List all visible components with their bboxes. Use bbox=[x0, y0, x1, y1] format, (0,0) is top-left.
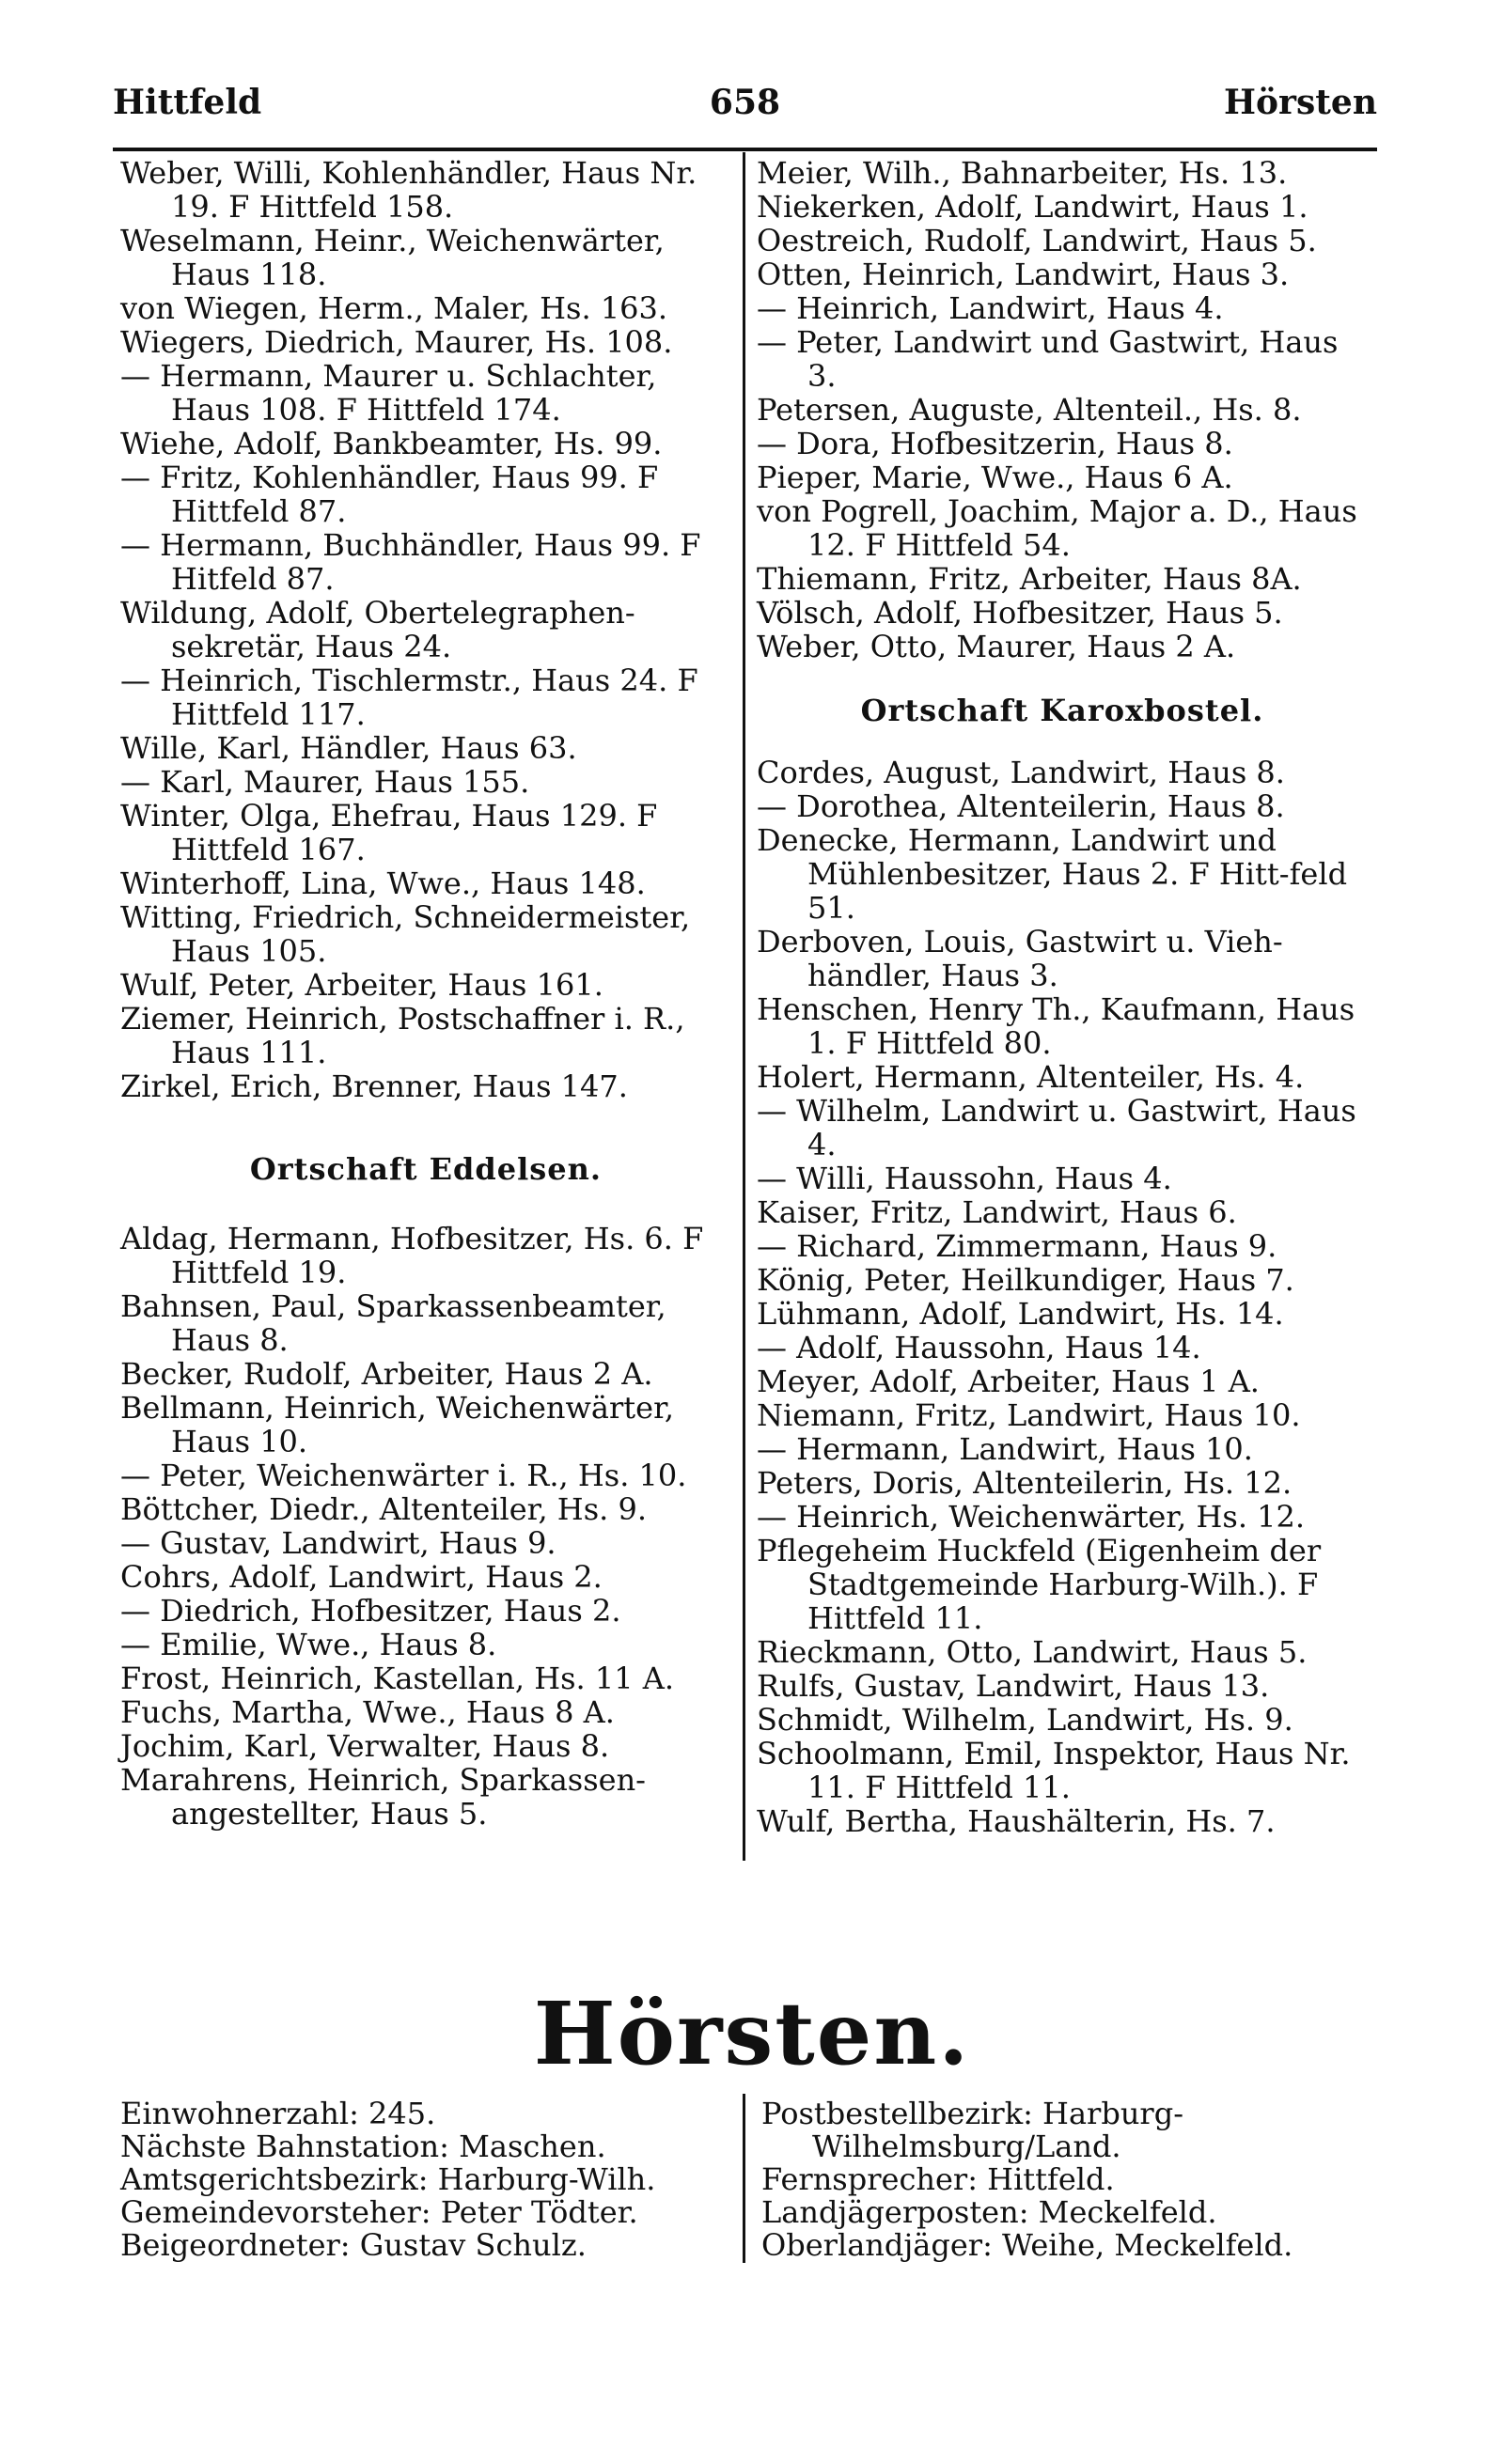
entry-list-karoxbostel bbox=[757, 756, 1368, 1838]
directory-entry: — Heinrich, Landwirt, Haus 4. bbox=[757, 290, 1224, 326]
section-title-eddelsen: Ortschaft Eddelsen. bbox=[249, 1151, 603, 1187]
directory-entry: Meyer, Adolf, Arbeiter, Haus 1 A. bbox=[757, 1364, 1260, 1399]
directory-entry: Niemann, Fritz, Landwirt, Haus 10. bbox=[757, 1397, 1301, 1433]
directory-entry: — Heinrich, Tischlermstr., Haus 24. F Hittfeld 117. bbox=[120, 663, 698, 732]
directory-entry: von Pogrell, Joachim, Major a. D., Haus 12. F Hittfeld 54. bbox=[757, 493, 1357, 563]
info-line: Oberlandjäger: Weihe, Meckelfeld. bbox=[761, 2227, 1293, 2263]
running-head-left: Hittfeld bbox=[113, 83, 262, 122]
directory-entry: Wulf, Peter, Arbeiter, Haus 161. bbox=[120, 967, 603, 1003]
info-list bbox=[761, 2098, 1382, 2262]
directory-entry: Bellmann, Heinrich, Weichenwärter, Haus 10. bbox=[120, 1390, 675, 1459]
directory-entry: Ziemer, Heinrich, Postschaffner i. R., Haus 111. bbox=[120, 1001, 685, 1070]
directory-entry: Wiegers, Diedrich, Maurer, Hs. 108. bbox=[120, 324, 673, 360]
directory-entry: Becker, Rudolf, Arbeiter, Haus 2 A. bbox=[120, 1356, 653, 1392]
right-column bbox=[757, 156, 1368, 1838]
directory-entry: Peters, Doris, Altenteilerin, Hs. 12. bbox=[757, 1465, 1292, 1501]
entry-list bbox=[757, 156, 1368, 663]
directory-entry: Cordes, August, Landwirt, Haus 8. bbox=[757, 755, 1285, 790]
directory-entry: Wulf, Bertha, Haushälterin, Hs. 7. bbox=[757, 1803, 1276, 1839]
directory-entry: Denecke, Hermann, Landwirt und Mühlenbesitzer, Haus 2. F Hitt-feld 51. bbox=[757, 822, 1348, 926]
directory-entry: Bahnsen, Paul, Sparkassenbeamter, Haus 8. bbox=[120, 1288, 666, 1358]
directory-entry: — Willi, Haussohn, Haus 4. bbox=[757, 1161, 1172, 1196]
directory-entry: — Hermann, Buchhändler, Haus 99. F Hitfeld 87. bbox=[120, 527, 701, 597]
directory-entry: Winter, Olga, Ehefrau, Haus 129. F Hittfeld 167. bbox=[120, 798, 658, 867]
directory-entry: Jochim, Karl, Verwalter, Haus 8. bbox=[120, 1728, 610, 1764]
town-info-right bbox=[761, 2098, 1382, 2262]
directory-entry: Zirkel, Erich, Brenner, Haus 147. bbox=[120, 1068, 628, 1104]
column-divider bbox=[743, 152, 745, 1861]
directory-entry: Lühmann, Adolf, Landwirt, Hs. 14. bbox=[757, 1296, 1284, 1332]
directory-entry: Wiehe, Adolf, Bankbeamter, Hs. 99. bbox=[120, 426, 663, 461]
info-line: Nächste Bahnstation: Maschen. bbox=[120, 2129, 606, 2164]
directory-entry: — Heinrich, Weichenwärter, Hs. 12. bbox=[757, 1499, 1306, 1535]
directory-entry: Rieckmann, Otto, Landwirt, Haus 5. bbox=[757, 1634, 1308, 1670]
directory-entry: Thiemann, Fritz, Arbeiter, Haus 8A. bbox=[757, 561, 1302, 597]
directory-entry: Schmidt, Wilhelm, Landwirt, Hs. 9. bbox=[757, 1702, 1293, 1738]
entry-list bbox=[120, 156, 731, 1103]
info-line: Fernsprecher: Hittfeld. bbox=[761, 2161, 1115, 2197]
directory-entry: Winterhoff, Lina, Wwe., Haus 148. bbox=[120, 866, 646, 901]
directory-entry: Derboven, Louis, Gastwirt u. Vieh-händler, Haus 3. bbox=[757, 924, 1283, 993]
directory-entry: Kaiser, Fritz, Landwirt, Haus 6. bbox=[757, 1194, 1237, 1230]
directory-entry: Cohrs, Adolf, Landwirt, Haus 2. bbox=[120, 1559, 603, 1595]
directory-entry: Pieper, Marie, Wwe., Haus 6 A. bbox=[757, 460, 1233, 495]
running-head-right: Hörsten bbox=[1224, 83, 1377, 122]
directory-entry: — Emilie, Wwe., Haus 8. bbox=[120, 1627, 497, 1662]
directory-entry: — Peter, Weichenwärter i. R., Hs. 10. bbox=[120, 1458, 687, 1493]
directory-entry: — Fritz, Kohlenhändler, Haus 99. F Hittfeld 87. bbox=[120, 460, 659, 529]
directory-entry: — Diedrich, Hofbesitzer, Haus 2. bbox=[120, 1593, 621, 1629]
directory-entry: — Adolf, Haussohn, Haus 14. bbox=[757, 1330, 1201, 1365]
directory-entry: Henschen, Henry Th., Kaufmann, Haus 1. F Hittfeld 80. bbox=[757, 991, 1355, 1061]
info-list bbox=[120, 2098, 741, 2262]
directory-entry: — Karl, Maurer, Haus 155. bbox=[120, 764, 530, 800]
town-title: Hörsten. bbox=[533, 1983, 971, 2084]
info-line: Einwohnerzahl: 245. bbox=[120, 2096, 436, 2131]
directory-entry: Wildung, Adolf, Obertelegraphen-sekretär, Haus 24. bbox=[120, 595, 635, 664]
directory-entry: Niekerken, Adolf, Landwirt, Haus 1. bbox=[757, 189, 1308, 225]
directory-entry: Holert, Hermann, Altenteiler, Hs. 4. bbox=[757, 1059, 1305, 1095]
directory-entry: Frost, Heinrich, Kastellan, Hs. 11 A. bbox=[120, 1661, 675, 1696]
directory-entry: — Dora, Hofbesitzerin, Haus 8. bbox=[757, 426, 1233, 461]
directory-entry: — Dorothea, Altenteilerin, Haus 8. bbox=[757, 788, 1285, 824]
directory-entry: Weber, Otto, Maurer, Haus 2 A. bbox=[757, 629, 1236, 664]
directory-entry: — Wilhelm, Landwirt u. Gastwirt, Haus 4. bbox=[757, 1093, 1356, 1162]
directory-entry: Rulfs, Gustav, Landwirt, Haus 13. bbox=[757, 1668, 1270, 1704]
directory-entry: Böttcher, Diedr., Altenteiler, Hs. 9. bbox=[120, 1491, 647, 1527]
directory-entry: Fuchs, Martha, Wwe., Haus 8 A. bbox=[120, 1694, 615, 1730]
directory-entry: König, Peter, Heilkundiger, Haus 7. bbox=[757, 1262, 1294, 1298]
directory-entry: Aldag, Hermann, Hofbesitzer, Hs. 6. F Hittfeld 19. bbox=[120, 1221, 704, 1290]
info-line: Postbestellbezirk: Harburg-Wilhelmsburg/Land. bbox=[761, 2096, 1184, 2164]
directory-entry: Weber, Willi, Kohlenhändler, Haus Nr. 19. F Hittfeld 158. bbox=[120, 155, 697, 225]
header-rule bbox=[113, 148, 1377, 151]
directory-entry: — Hermann, Landwirt, Haus 10. bbox=[757, 1431, 1253, 1467]
directory-entry: Wille, Karl, Händler, Haus 63. bbox=[120, 730, 577, 766]
directory-entry: Witting, Friedrich, Schneidermeister, Haus 105. bbox=[120, 899, 691, 969]
info-line: Landjägerposten: Meckelfeld. bbox=[761, 2194, 1217, 2230]
directory-entry: Meier, Wilh., Bahnarbeiter, Hs. 13. bbox=[757, 155, 1288, 191]
directory-entry: von Wiegen, Herm., Maler, Hs. 163. bbox=[120, 290, 668, 326]
town-info-left bbox=[120, 2098, 741, 2262]
directory-entry: Oestreich, Rudolf, Landwirt, Haus 5. bbox=[757, 223, 1317, 258]
directory-entry: — Hermann, Maurer u. Schlachter, Haus 108. F Hittfeld 174. bbox=[120, 358, 657, 428]
directory-entry: Marahrens, Heinrich, Sparkassen-angestellter, Haus 5. bbox=[120, 1762, 646, 1832]
directory-entry: Pflegeheim Huckfeld (Eigenheim der Stadtgemeinde Harburg-Wilh.). F Hittfeld 11. bbox=[757, 1533, 1322, 1636]
directory-entry: Otten, Heinrich, Landwirt, Haus 3. bbox=[757, 257, 1290, 292]
info-divider bbox=[743, 2094, 745, 2263]
page-number: 658 bbox=[709, 83, 781, 122]
page-header bbox=[113, 83, 1377, 139]
directory-entry: Weselmann, Heinr., Weichenwärter, Haus 118. bbox=[120, 223, 665, 292]
info-line: Amtsgerichtsbezirk: Harburg-Wilh. bbox=[120, 2161, 656, 2197]
directory-entry: — Gustav, Landwirt, Haus 9. bbox=[120, 1525, 556, 1561]
info-line: Gemeindevorsteher: Peter Tödter. bbox=[120, 2194, 638, 2230]
directory-entry: — Peter, Landwirt und Gastwirt, Haus 3. bbox=[757, 324, 1339, 394]
left-column bbox=[120, 156, 731, 1831]
entry-list-eddelsen bbox=[120, 1222, 731, 1831]
directory-entry: Völsch, Adolf, Hofbesitzer, Haus 5. bbox=[757, 595, 1283, 631]
directory-entry: Schoolmann, Emil, Inspektor, Haus Nr. 11. F Hittfeld 11. bbox=[757, 1736, 1351, 1805]
directory-entry: — Richard, Zimmermann, Haus 9. bbox=[757, 1228, 1277, 1264]
directory-entry: Petersen, Auguste, Altenteil., Hs. 8. bbox=[757, 392, 1302, 428]
section-title-karoxbostel: Ortschaft Karoxbostel. bbox=[860, 693, 1264, 728]
info-line: Beigeordneter: Gustav Schulz. bbox=[120, 2227, 587, 2263]
